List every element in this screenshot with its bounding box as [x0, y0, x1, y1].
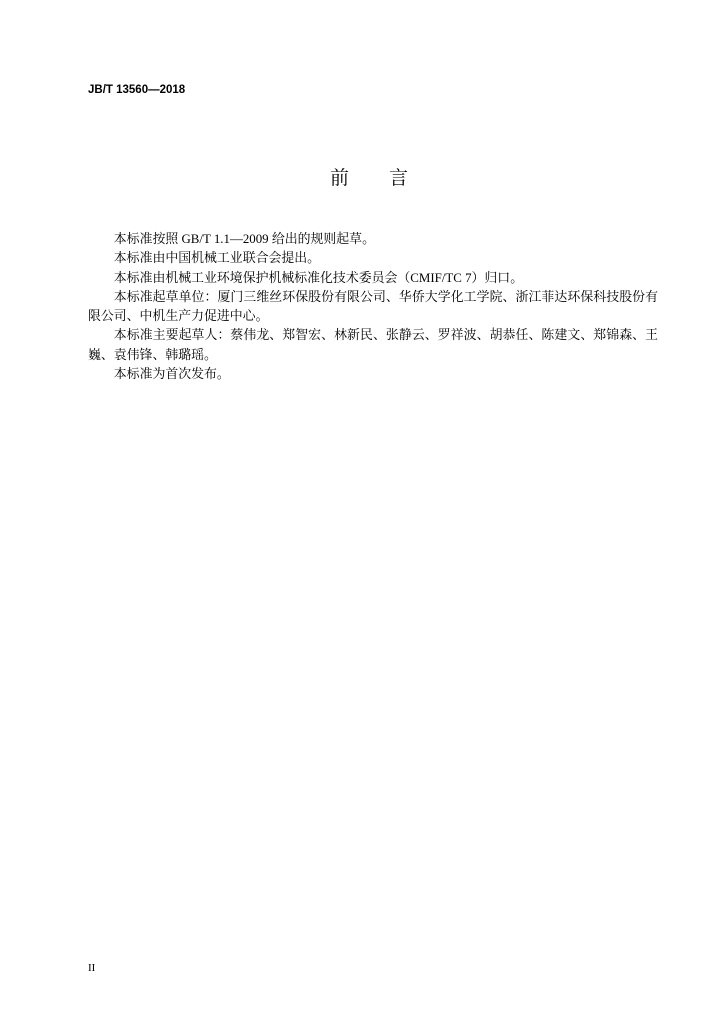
page-title: 前言: [330, 167, 449, 189]
page-number: II: [88, 962, 96, 974]
paragraph-first-release: 本标准为首次发布。: [113, 367, 230, 382]
paragraph-drafters: 本标准主要起草人：蔡伟龙、郑智宏、林新民、张静云、罗祥波、胡恭任、陈建文、郑锦森、王巍、袁伟锋、韩璐瑶。: [88, 328, 658, 362]
paragraph-administrator: 本标准由机械工业环境保护机械标准化技术委员会（CMIF/TC 7）归口。: [113, 270, 524, 285]
document-number: JB/T 13560—2018: [88, 84, 186, 96]
paragraph-drafting-rules: 本标准按照 GB/T 1.1—2009 给出的规则起草。: [113, 232, 375, 246]
paragraph-drafting-units: 本标准起草单位：厦门三维丝环保股份有限公司、华侨大学化工学院、浙江菲达环保科技股份有限公司、中机生产力促进中心。: [88, 289, 658, 324]
paragraph-proposer: 本标准由中国机械工业联合会提出。: [113, 251, 321, 266]
preface-body: [88, 230, 658, 384]
